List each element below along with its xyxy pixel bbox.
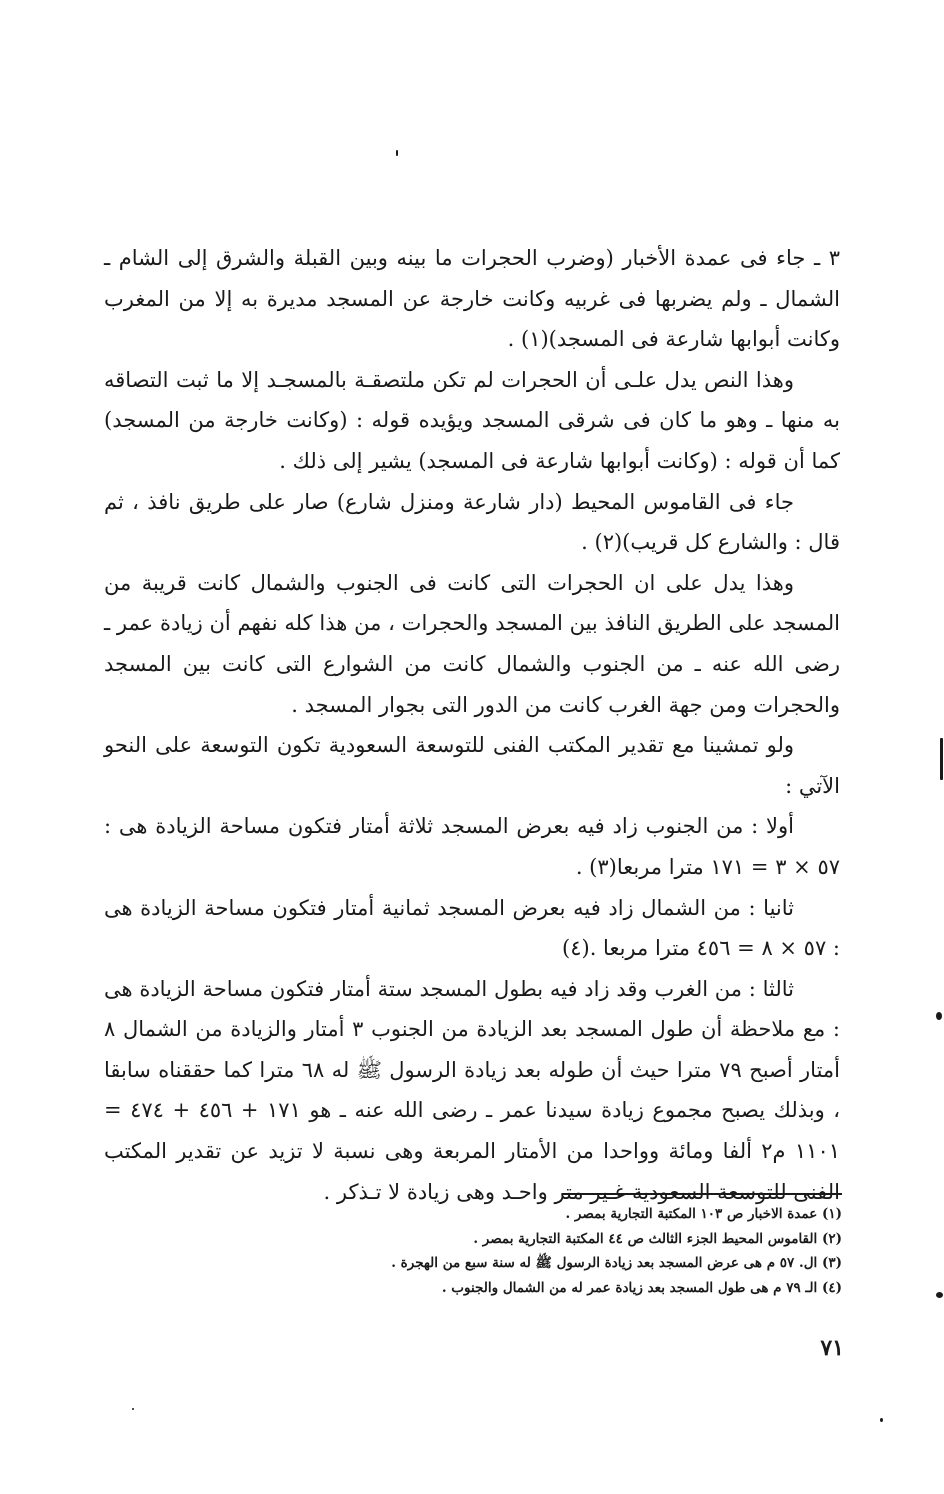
- footnote-4: (٤) الـ ٧٩ م هى طول المسجد بعد زيادة عمر له من الشمال والجنوب .: [441, 1279, 842, 1296]
- scan-speck: [936, 1292, 943, 1298]
- scan-speck: [880, 1418, 883, 1422]
- paragraph-1: ٣ ـ جاء فى عمدة الأخبار (وضرب الحجرات ما بينه وبين القبلة والشرق إلى الشام ـ الشمال ـ ولم يضربها فى غربيه وكانت خارجة عن المسجد مديرة به إلا من المغرب وكانت أبوابها شارعة فى المسجد)(١) .: [104, 246, 840, 352]
- scan-speck: [940, 738, 943, 780]
- paragraph-2: وهذا النص يدل علـى أن الحجرات لم تكن ملتصقـة بالمسجـد إلا ما ثبت التصاقه به منها ـ وهو ما كان فى شرقى المسجد ويؤيده قوله : (وكانت خارجة من المسجد) كما أن قوله : (وكانت أبوابها شارعة فى المسجد) يشير إلى ذلك .: [104, 367, 840, 473]
- scan-speck: [132, 1408, 134, 1410]
- footnote-3: (٣) ال. ٥٧ م هى عرض المسجد بعد زيادة الرسول ﷺ له سنة سبع من الهجرة .: [391, 1255, 842, 1271]
- scan-speck: [936, 1012, 942, 1020]
- footnote-1: (١) عمدة الاخبار ص ١٠٣ المكتبة التجارية بمصر .: [565, 1206, 842, 1222]
- paragraph-8: ثالثا : من الغرب وقد زاد فيه بطول المسجد ستة أمتار فتكون مساحة الزيادة هى : مع ملاحظة أن طول المسجد بعد الزيادة من الجنوب ٣ أمتار والزيادة من الشمال ٨ أمتار أصبح ٧٩ مترا حيث أن طوله بعد زيادة الرسول ﷺ له ٦٨ مترا كما حققناه سابقا ، وبذلك يصبح مجموع زيادة سيدنا عمر ـ رضى الله عنه ـ هو ١٧١ + ٤٥٦ + ٤٧٤ = ١١٠١ م٢ ألفا ومائة وواحدا من الأمتار المربعة وهى نسبة لا تزيد عن تقدير المكتب الفنى للتوسعة السعودية غـير متر واحـد وهى زيادة لا تـذكر .: [104, 976, 841, 1204]
- paragraph-5: ولو تمشينا مع تقدير المكتب الفنى للتوسعة السعودية تكون التوسعة على النحو الآتي :: [104, 733, 840, 798]
- page-number: ٧١: [820, 1335, 844, 1361]
- paragraph-3: جاء فى القاموس المحيط (دار شارعة ومنزل شارع) صار على طريق نافذ ، ثم قال : والشارع كل قريب)(٢) .: [104, 489, 840, 555]
- footnote-2: (٢) القاموس المحيط الجزء الثالث ص ٤٤ المكتبة التجارية بمصر .: [473, 1230, 842, 1247]
- footnote-divider: [562, 1193, 842, 1195]
- paragraph-4: وهذا يدل على ان الحجرات التى كانت فى الجنوب والشمال كانت قريبة من المسجد على الطريق النافذ بين المسجد والحجرات ، من هذا كله نفهم أن زيادة عمر ـ رضى الله عنه ـ من الجنوب والشمال كانت من الشوارع التى كانت بين المسجد والحجرات ومن جهة الغرب كانت من الدور التى بجوار المسجد .: [104, 570, 840, 717]
- main-text: [104, 238, 840, 1212]
- paragraph-6: أولا : من الجنوب زاد فيه بعرض المسجد ثلاثة أمتار فتكون مساحة الزيادة هى : ٥٧ × ٣ = ١٧١ مترا مربعا(٣) .: [104, 814, 840, 879]
- paragraph-7: ثانيا : من الشمال زاد فيه بعرض المسجد ثمانية أمتار فتكون مساحة الزيادة هى : ٥٧ × ٨ = ٤٥٦ مترا مربعا .(٤): [104, 895, 840, 961]
- footnotes: [142, 1202, 842, 1300]
- scan-speck: [396, 150, 398, 156]
